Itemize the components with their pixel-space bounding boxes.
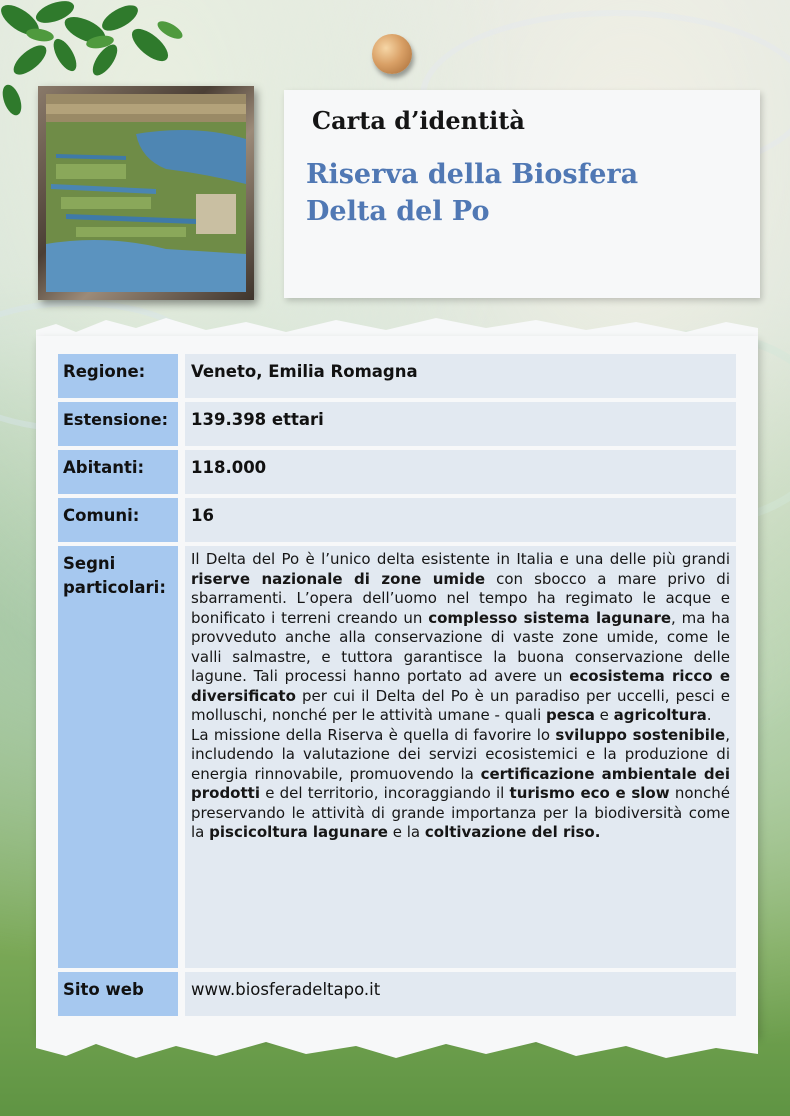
body-text: e la — [387, 823, 425, 841]
label-features — [58, 546, 178, 968]
body-text: Il Delta del Po è l’unico delta esistente in Italia e una delle più grandi — [191, 550, 730, 568]
title-card — [284, 90, 760, 298]
body-text: . — [706, 706, 712, 724]
reserve-name — [306, 156, 746, 230]
emphasis-text: ecosistema ricco e diversificato — [191, 667, 730, 705]
body-text: e del territorio, incoraggiando il — [259, 784, 510, 802]
value-features — [185, 546, 736, 968]
body-text: e — [594, 706, 614, 724]
delta-landscape-photo — [46, 94, 246, 292]
body-text: La missione della Riserva è quella di favorire lo — [191, 725, 556, 744]
label-region: Regione: — [58, 354, 178, 398]
emphasis-text: riserve nazionale di zone umide — [191, 569, 486, 588]
value-area: 139.398 ettari — [185, 402, 736, 446]
value-inhabitants: 118.000 — [185, 450, 736, 494]
body-text: nonché preservando le attività di grande importanza per la biodiversità come la — [191, 784, 730, 841]
label-inhabitants: Abitanti: — [58, 450, 178, 494]
row-website — [58, 972, 736, 1016]
emphasis-text: turismo eco e slow — [509, 784, 670, 802]
label-website: Sito web — [58, 972, 178, 1016]
emphasis-text: coltivazione del riso. — [424, 823, 601, 841]
label-area: Estensione: — [58, 402, 178, 446]
label-features-line2: particolari: — [63, 578, 166, 597]
emphasis-text: certificazione ambientale dei prodotti — [191, 764, 730, 802]
row-features — [58, 546, 736, 968]
document-kicker: Carta d’identità — [312, 106, 525, 135]
emphasis-text: agricoltura — [613, 706, 707, 724]
value-municipalities: 16 — [185, 498, 736, 542]
row-region — [58, 354, 736, 398]
emphasis-text: complesso sistema lagunare — [428, 608, 672, 627]
pushpin — [372, 34, 412, 74]
website-link[interactable]: www.biosferadeltapo.it — [185, 972, 736, 1016]
body-text: , ma ha provveduto anche alla conservazione di vaste zone umide, come le valli salmastre, e tuttora garantisce la buona conservazione delle lagune. Tali processi hanno portato ad avere un — [191, 608, 730, 685]
reserve-name-line2: Delta del Po — [306, 196, 490, 227]
label-features-line1: Segni — [63, 554, 116, 573]
reserve-name-line1: Riserva della Biosfera — [306, 159, 639, 190]
label-municipalities: Comuni: — [58, 498, 178, 542]
body-text: con sbocco a mare privo di sbarramenti. L’opera dell’uomo nel tempo ha regimato le acque e bonificato i terreni creando un — [191, 569, 730, 627]
row-municipalities — [58, 498, 736, 542]
body-text: , includendo la valutazione dei servizi ecosistemici e la produzione di energia rinnovabile, promuovendo la — [191, 725, 730, 783]
value-region: Veneto, Emilia Romagna — [185, 354, 736, 398]
row-area — [58, 402, 736, 446]
emphasis-text: piscicoltura lagunare — [209, 823, 388, 841]
torn-edge-bottom — [36, 1034, 758, 1062]
body-text: per cui il Delta del Po è un paradiso per uccelli, pesci e molluschi, nonché per le attività umane - quali — [191, 686, 730, 724]
emphasis-text: sviluppo sostenibile — [555, 725, 726, 744]
info-sheet — [36, 336, 758, 1036]
features-paragraph-1 — [191, 550, 730, 726]
row-inhabitants — [58, 450, 736, 494]
features-paragraph-2 — [191, 726, 730, 843]
emphasis-text: pesca — [546, 706, 595, 724]
photo-frame — [38, 86, 254, 300]
